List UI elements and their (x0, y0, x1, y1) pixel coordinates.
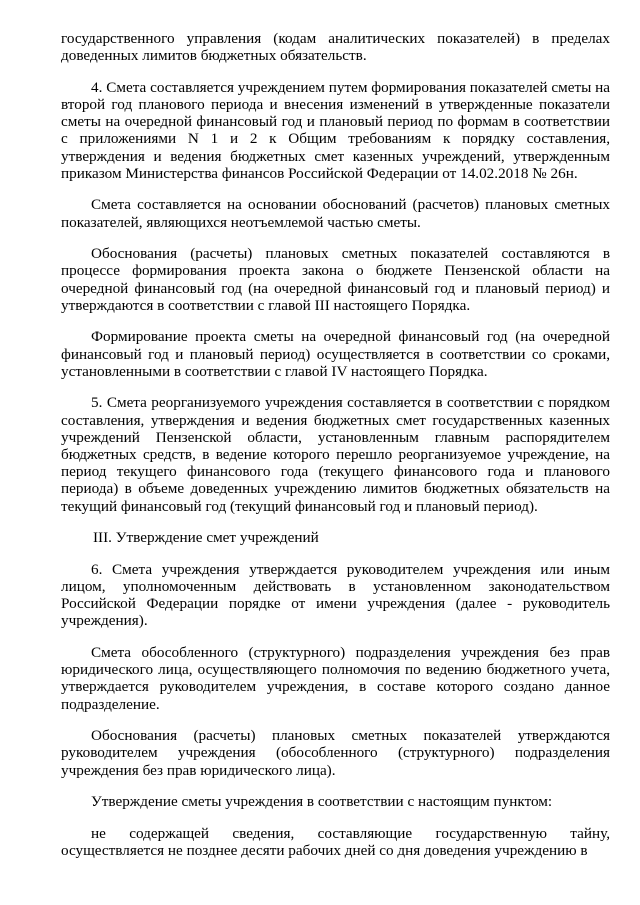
paragraph-draft-formation: Формирование проекта сметы на очередной финансовый год (на очередной финансовый год и плановый период) осуществляется в соответствии со сроками, установленными в соответствии с главой IV настоящего Порядка. (61, 328, 610, 380)
paragraph-item-4: 4. Смета составляется учреждением путем формирования показателей сметы на второй год планового периода и внесения изменений в утвержденные показатели сметы на очередной финансовый год и плановый период по формам в соответствии с приложениями N 1 и 2 к Общим требованиям к порядку составления, утверждения и ведения бюджетных смет казенных учреждений, утвержденным приказом Министерства финансов Российской Федерации от 14.02.2018 № 26н. (61, 78, 610, 182)
paragraph-approval-intro: Утверждение сметы учреждения в соответствии с настоящим пунктом: (91, 793, 553, 811)
paragraph-non-secret: не содержащей сведения, составляющие государственную тайну, осуществляется не позднее десяти рабочих дней со дня доведения учреждению в (61, 824, 610, 860)
paragraph-item-5: 5. Смета реорганизуемого учреждения составляется в соответствии с порядком составления, утверждения и ведения бюджетных смет государственных казенных учреждений Пензенской области, установленным главным распорядителем бюджетных средств, в ведение которого перешло реорганизуемое учреждение, на период текущего финансового года (текущего финансового года и планового периода) в объеме доведенных учреждению лимитов бюджетных обязательств на текущий финансовый год (текущий финансовый год и плановый период). (61, 394, 610, 515)
paragraph-subdivision-estimate: Смета обособленного (структурного) подразделения учреждения без прав юридического лица, осуществляющего полномочия по ведению бюджетного учета, утверждается руководителем учреждения, в составе которого создано данное подразделение. (61, 644, 610, 713)
paragraph-estimate-basis: Смета составляется на основании обоснований (расчетов) плановых сметных показателей, являющихся неотъемлемой частью сметы. (61, 196, 610, 231)
paragraph-justifications-approval: Обоснования (расчеты) плановых сметных показателей утверждаются руководителем учреждения (обособленного (структурного) подразделения учреждения без прав юридического лица). (61, 727, 610, 779)
paragraph-item-6: 6. Смета учреждения утверждается руководителем учреждения или иным лицом, уполномоченным действовать в установленном законодательством Российской Федерации порядке от имени учреждения (далее - руководитель учреждения). (61, 560, 610, 630)
paragraph-continuation: государственного управления (кодам аналитических показателей) в пределах доведенных лимитов бюджетных обязательств. (61, 30, 610, 65)
paragraph-justifications: Обоснования (расчеты) плановых сметных показателей составляются в процессе формирования проекта закона о бюджете Пензенской области на очередной финансовый год (на очередной финансовый год и плановый период) и утверждаются в соответствии с главой III настоящего Порядка. (61, 245, 610, 314)
document-body (61, 30, 610, 874)
section-heading-iii: III. Утверждение смет учреждений (93, 529, 319, 547)
